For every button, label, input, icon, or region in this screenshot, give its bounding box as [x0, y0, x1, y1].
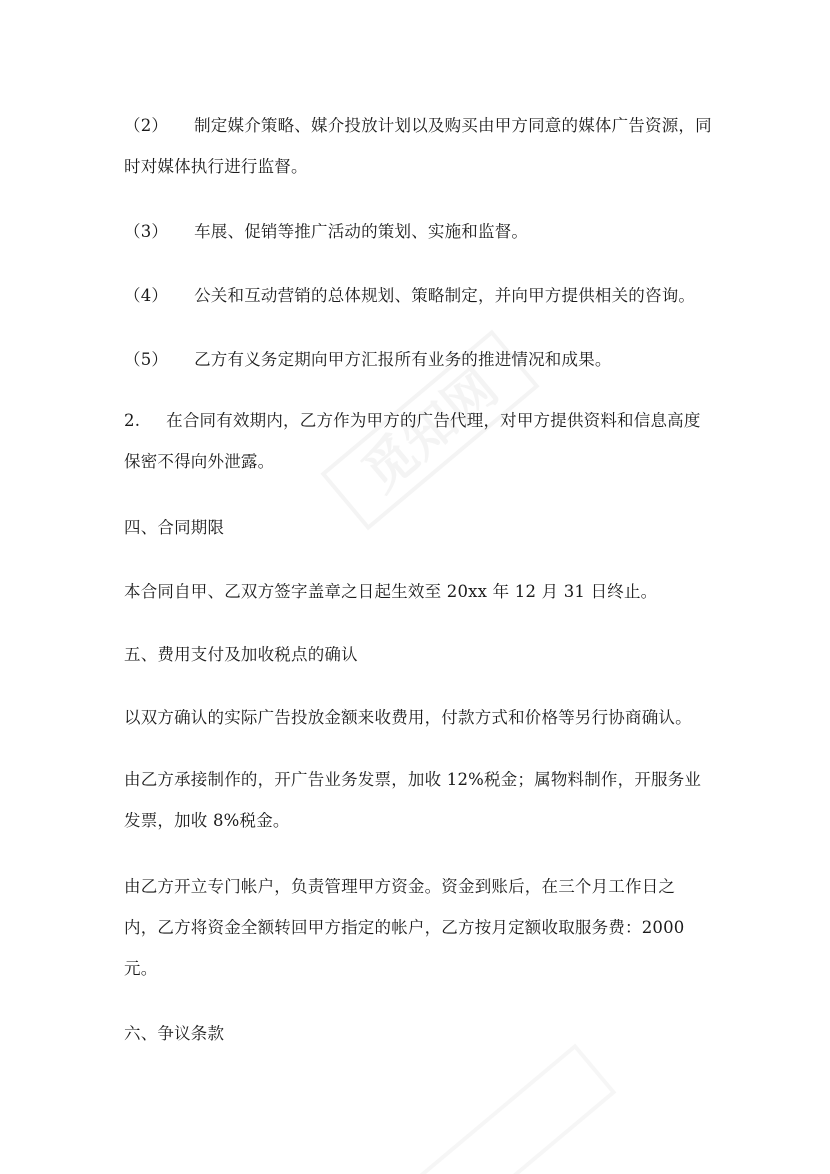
clause-2-line-1 [124, 409, 714, 433]
payment-paragraph: 以双方确认的实际广告投放金额来收费用，付款方式和价格等另行协商确认。 [124, 708, 692, 727]
item-text: 乙方有义务定期向甲方汇报所有业务的推进情况和成果。 [194, 350, 612, 369]
clause-number: 2. [124, 411, 141, 430]
item-text: 公关和互动营销的总体规划、策略制定，并向甲方提供相关的咨询。 [194, 286, 696, 305]
tax-paragraph-line-1: 由乙方承接制作的，开广告业务发票，加收 12%税金；属物料制作，开服务业 [124, 770, 702, 789]
item-number: （5） [124, 350, 169, 369]
watermark-logo-secondary [380, 1040, 640, 1174]
section-heading-dispute: 六、争议条款 [124, 1024, 225, 1043]
section-heading-payment: 五、费用支付及加收税点的确认 [124, 645, 358, 664]
item-number: （4） [124, 286, 169, 305]
item-number: （2） [124, 116, 169, 135]
term-paragraph: 本合同自甲、乙双方签字盖章之日起生效至 20xx 年 12 月 31 日终止。 [124, 582, 658, 601]
item-2-line-1 [124, 114, 714, 138]
item-2-line-2: 时对媒体执行进行监督。 [124, 157, 308, 176]
item-4-line-1 [124, 284, 714, 308]
item-text: 车展、促销等推广活动的策划、实施和监督。 [194, 222, 529, 241]
tax-paragraph-line-2: 发票，加收 8%税金。 [124, 811, 290, 830]
item-number: （3） [124, 222, 169, 241]
section-heading-term: 四、合同期限 [124, 518, 225, 537]
account-paragraph-line-1: 由乙方开立专门帐户，负责管理甲方资金。资金到账后，在三个月工作日之 [124, 877, 676, 896]
clause-text: 在合同有效期内，乙方作为甲方的广告代理，对甲方提供资料和信息高度 [166, 411, 701, 430]
clause-2-line-2: 保密不得向外泄露。 [124, 452, 275, 471]
item-5-line-1 [124, 348, 714, 372]
account-paragraph-line-2: 内，乙方将资金全额转回甲方指定的帐户，乙方按月定额收取服务费：2000 [124, 918, 685, 937]
account-paragraph-line-3: 元。 [124, 959, 158, 978]
item-text: 制定媒介策略、媒介投放计划以及购买由甲方同意的媒体广告资源，同 [194, 116, 712, 135]
watermark-text: 觅知网 [351, 357, 510, 504]
item-3-line-1 [124, 220, 714, 244]
